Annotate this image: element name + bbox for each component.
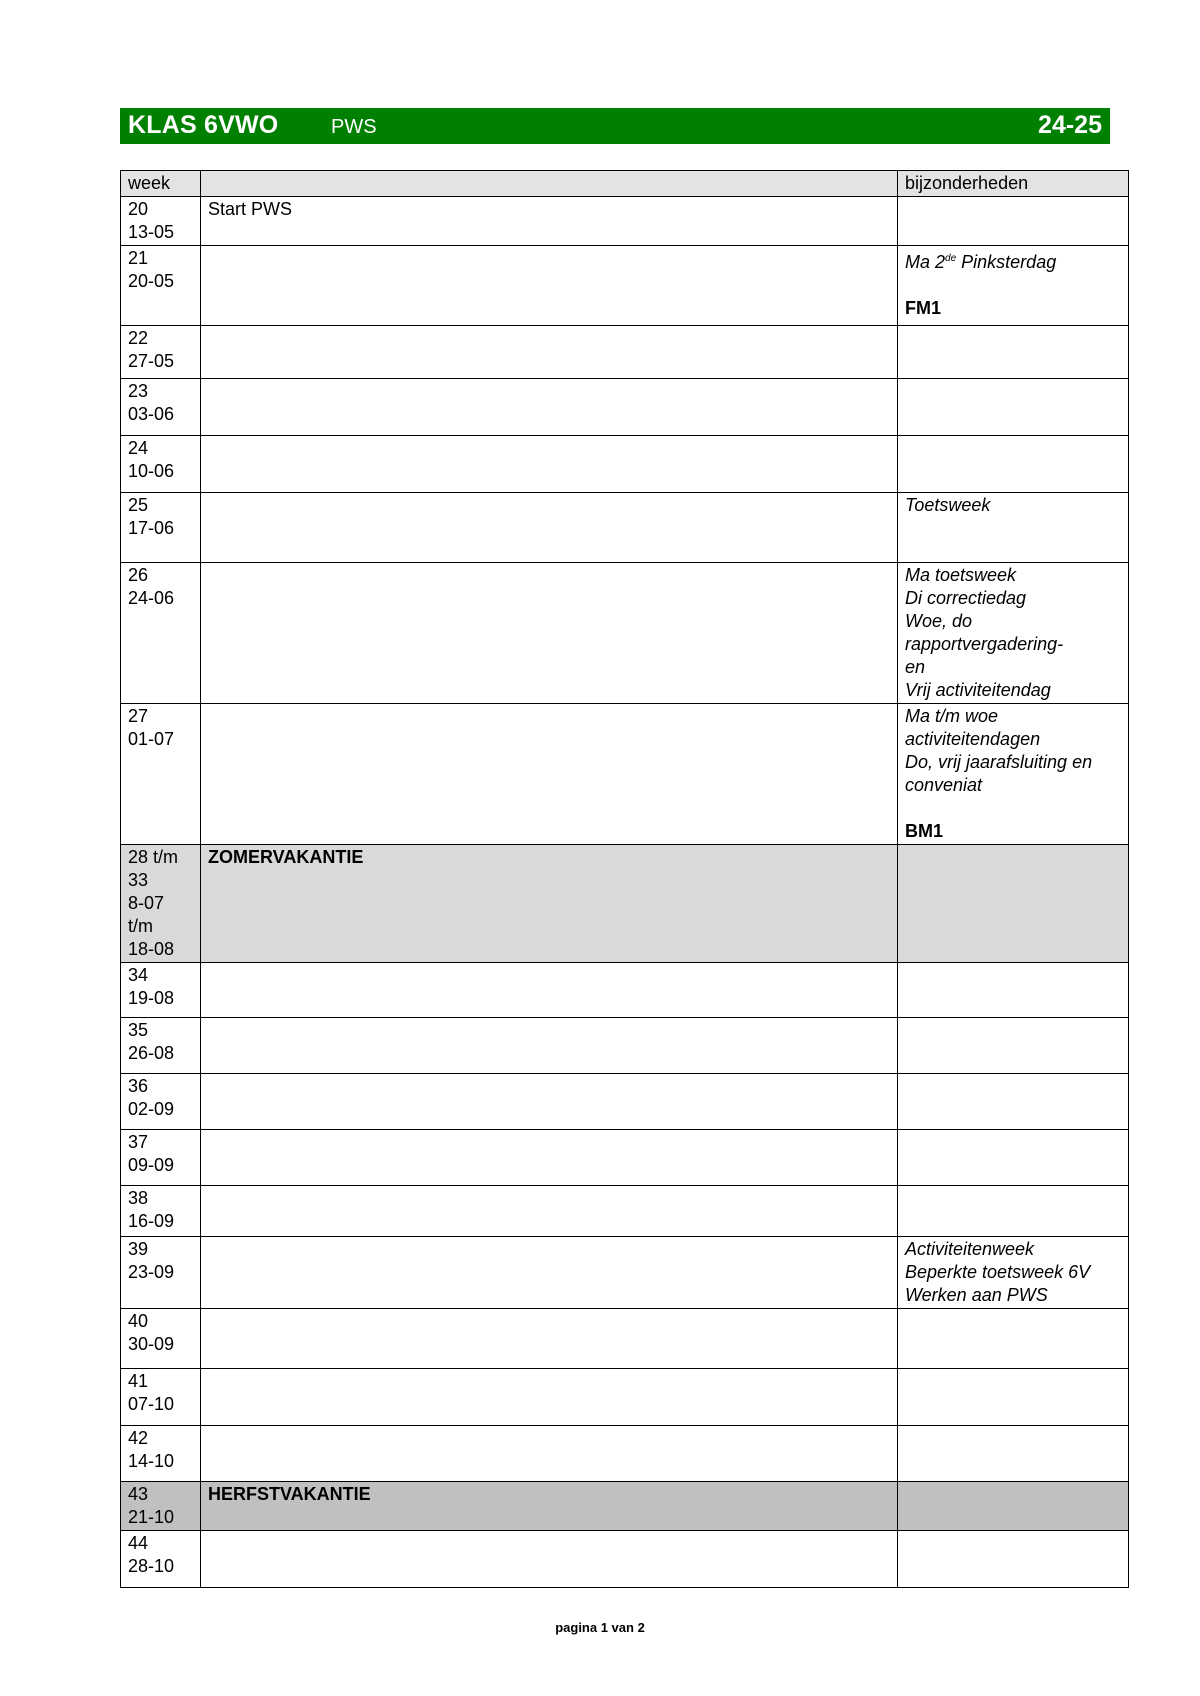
schedule-table <box>120 170 1129 1588</box>
table-row <box>121 563 1129 704</box>
week-cell: 36 02-09 <box>121 1074 201 1130</box>
main-cell <box>201 1426 898 1482</box>
week-cell: 38 16-09 <box>121 1186 201 1237</box>
notes-cell <box>898 379 1129 436</box>
notes-cell <box>898 1018 1129 1074</box>
main-cell <box>201 963 898 1018</box>
subject-title: PWS <box>331 116 377 138</box>
table-row <box>121 493 1129 563</box>
notes-cell <box>898 1309 1129 1369</box>
main-cell <box>201 1074 898 1130</box>
vacation-label: HERFSTVAKANTIE <box>208 1484 371 1504</box>
exam-label: FM1 <box>905 298 941 318</box>
vacation-label: ZOMERVAKANTIE <box>208 847 364 867</box>
week-cell: 24 10-06 <box>121 436 201 493</box>
week-cell: 44 28-10 <box>121 1531 201 1588</box>
notes-cell <box>898 1531 1129 1588</box>
column-header-week: week <box>121 171 201 197</box>
week-cell: 20 13-05 <box>121 197 201 246</box>
notes-cell: Toetsweek <box>898 493 1129 563</box>
week-cell: 37 09-09 <box>121 1130 201 1186</box>
main-cell <box>201 493 898 563</box>
main-cell <box>201 1369 898 1426</box>
week-cell: 21 20-05 <box>121 246 201 326</box>
week-cell: 22 27-05 <box>121 326 201 379</box>
notes-cell <box>898 436 1129 493</box>
header-bar <box>120 108 1110 144</box>
main-cell <box>201 326 898 379</box>
week-cell: 25 17-06 <box>121 493 201 563</box>
table-header-row <box>121 171 1129 197</box>
table-row <box>121 704 1129 845</box>
main-cell <box>201 1531 898 1588</box>
table-row <box>121 1369 1129 1426</box>
vacation-row <box>121 1482 1129 1531</box>
notes-cell <box>898 1482 1129 1531</box>
notes-cell <box>898 326 1129 379</box>
table-row <box>121 1018 1129 1074</box>
exam-label: BM1 <box>905 821 944 841</box>
table-row <box>121 1426 1129 1482</box>
notes-cell <box>898 1426 1129 1482</box>
notes-cell <box>898 1369 1129 1426</box>
main-cell <box>201 704 898 845</box>
column-header-notes: bijzonderheden <box>898 171 1129 197</box>
main-cell <box>201 1130 898 1186</box>
notes-cell: Ma toetsweek Di correctiedag Woe, do rapportvergadering- en Vrij activiteitendag <box>898 563 1129 704</box>
notes-cell <box>898 845 1129 963</box>
table-row <box>121 963 1129 1018</box>
notes-cell: Activiteitenweek Beperkte toetsweek 6V Werken aan PWS <box>898 1237 1129 1309</box>
table-row <box>121 197 1129 246</box>
week-cell: 28 t/m 33 8-07 t/m 18-08 <box>121 845 201 963</box>
week-cell: 42 14-10 <box>121 1426 201 1482</box>
main-cell <box>201 563 898 704</box>
table-row <box>121 436 1129 493</box>
table-row <box>121 1186 1129 1237</box>
notes-cell: Ma t/m woe activiteitendagen Do, vrij jaarafsluiting en conveniat BM1 <box>898 704 1129 845</box>
main-cell <box>201 845 898 963</box>
week-cell: 34 19-08 <box>121 963 201 1018</box>
week-cell: 43 21-10 <box>121 1482 201 1531</box>
week-cell: 41 07-10 <box>121 1369 201 1426</box>
main-cell <box>201 246 898 326</box>
notes-cell <box>898 1186 1129 1237</box>
main-cell <box>201 1482 898 1531</box>
school-year: 24-25 <box>1038 111 1102 139</box>
week-cell: 39 23-09 <box>121 1237 201 1309</box>
notes-cell <box>898 197 1129 246</box>
notes-cell <box>898 1074 1129 1130</box>
main-cell <box>201 1186 898 1237</box>
main-cell <box>201 1237 898 1309</box>
table-row <box>121 1531 1129 1588</box>
main-cell: Start PWS <box>201 197 898 246</box>
page-number: pagina 1 van 2 <box>555 1620 645 1635</box>
table-row <box>121 1237 1129 1309</box>
main-cell <box>201 379 898 436</box>
table-row <box>121 379 1129 436</box>
table-row <box>121 1074 1129 1130</box>
class-title: KLAS 6VWO <box>128 111 279 139</box>
week-cell: 35 26-08 <box>121 1018 201 1074</box>
main-cell <box>201 1018 898 1074</box>
column-header-main <box>201 171 898 197</box>
table-row <box>121 1130 1129 1186</box>
notes-cell <box>898 1130 1129 1186</box>
notes-cell <box>898 963 1129 1018</box>
week-cell: 27 01-07 <box>121 704 201 845</box>
week-cell: 23 03-06 <box>121 379 201 436</box>
vacation-row <box>121 845 1129 963</box>
main-cell <box>201 1309 898 1369</box>
week-cell: 26 24-06 <box>121 563 201 704</box>
notes-cell: Ma 2de Pinksterdag FM1 <box>898 246 1129 326</box>
main-cell <box>201 436 898 493</box>
table-row <box>121 326 1129 379</box>
table-row <box>121 246 1129 326</box>
table-row <box>121 1309 1129 1369</box>
week-cell: 40 30-09 <box>121 1309 201 1369</box>
